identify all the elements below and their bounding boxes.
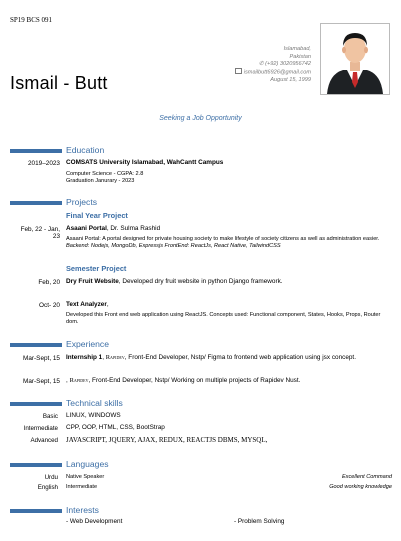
- contact-dob: August 15, 1999: [270, 76, 311, 83]
- contact-phone: (+92) 3020956742: [265, 61, 311, 68]
- fyp-title-line: [66, 225, 392, 234]
- sem-desc: , Developed dry fruit website in python Django framework.: [118, 278, 283, 285]
- fyp-supervisor: , Dr. Sulma Rashid: [106, 225, 161, 232]
- ta-comma: ,: [106, 301, 109, 308]
- skill-intermediate-value: CPP, OOP, HTML, CSS, BootStrap: [66, 424, 165, 431]
- tagline: Seeking a Job Opportunity: [159, 115, 242, 122]
- email-icon: [235, 68, 242, 74]
- education-institution: COMSATS University Islamabad, WahCantt Campus: [66, 159, 224, 166]
- education-title: Education: [66, 145, 105, 155]
- lang2-note: Good working knowledge: [329, 484, 392, 490]
- fyp-date-end: 23: [52, 233, 60, 240]
- education-degree: Computer Science - CGPA: 2.8: [66, 171, 144, 177]
- languages-bar: [10, 463, 62, 467]
- interest-problem-solving: - Problem Solving: [234, 518, 285, 525]
- sem-line: [66, 278, 392, 287]
- phone-icon: ✆: [258, 61, 264, 68]
- contact-country: Pakistan: [289, 53, 311, 60]
- exp2-company: Rapidev: [69, 377, 89, 384]
- ta-name: Text Analyzer: [66, 301, 107, 308]
- person-avatar-icon: [321, 24, 389, 94]
- fyp-date: [6, 226, 60, 240]
- experience-bar: [10, 343, 62, 347]
- contact-phone-row: [181, 61, 311, 69]
- skill-basic-label: Basic: [42, 413, 58, 420]
- interests-title: Interests: [66, 505, 99, 515]
- fyp-date-start: Feb, 22 - Jan,: [20, 226, 60, 233]
- student-id: SP19 BCS 091: [10, 16, 53, 24]
- projects-title: Projects: [66, 197, 98, 207]
- skills-title: Technical skills: [66, 398, 123, 408]
- skill-intermediate-label: Intermediate: [23, 425, 58, 432]
- exp1-date: Mar-Sept, 15: [23, 355, 60, 362]
- semester-heading: Semester Project: [66, 264, 127, 273]
- profile-photo: [320, 23, 390, 95]
- fyp-desc: Asaani Portal: A portal designed for private housing society to make lifestyle of society citizens as well as administration easier.: [66, 236, 380, 242]
- languages-title: Languages: [66, 459, 109, 469]
- lang1-level: Native Speaker: [66, 474, 105, 480]
- education-bar: [10, 149, 62, 153]
- exp1-title: Internship 1: [66, 354, 103, 361]
- sem-name: Dry Fruit Website: [66, 278, 119, 285]
- fyp-heading: Final Year Project: [66, 211, 128, 220]
- contact-email-row: [181, 69, 311, 77]
- lang2-name: English: [37, 484, 58, 491]
- ta-line: [66, 301, 392, 310]
- ta-description: Developed this Front end web application using ReactJS. Concepts used: Functional component, States, Hooks, Props, Router dom.: [66, 312, 381, 325]
- ta-date: Oct- 20: [39, 302, 60, 309]
- projects-bar: [10, 201, 62, 205]
- exp1-desc: , Front-End Developer, Nstp/ Figma to frontend web application using jsx concept.: [124, 354, 356, 361]
- contact-block: [181, 46, 311, 84]
- interest-web-development: - Web Development: [66, 518, 123, 525]
- fyp-name: Asaani Portal: [66, 225, 107, 232]
- lang1-note: Excellent Command: [341, 474, 392, 480]
- sem-date: Feb, 20: [38, 279, 60, 286]
- exp2-date: Mar-Sept, 15: [23, 378, 60, 385]
- lang1-name: Urdu: [44, 474, 58, 481]
- skill-basic-value: LINUX, WINDOWS: [66, 412, 121, 419]
- fyp-description: [66, 236, 392, 250]
- experience-title: Experience: [66, 339, 109, 349]
- education-date: 2019–2023: [28, 160, 60, 167]
- skill-advanced-label: Advanced: [30, 437, 58, 444]
- contact-city: Islamabad,: [283, 46, 311, 52]
- contact-email[interactable]: ismailbutt6926@gmail.com: [243, 69, 311, 76]
- skill-advanced-value: JAVASCRIPT, JQUERY, AJAX, REDUX, REACTJS DBMS, MYSQL,: [66, 436, 268, 444]
- exp1-line: Internship 1, Rapidev, Front-End Developer, Nstp/ Figma to frontend web application using jsx concept.: [66, 354, 356, 361]
- candidate-name: Ismail - Butt: [10, 73, 108, 93]
- exp2-desc: , Front-End Developer, Nstp/ Working on multiple projects of Rapidev Nust.: [88, 377, 301, 384]
- skills-bar: [10, 402, 62, 406]
- exp1-company: Rapidev: [105, 354, 125, 361]
- exp2-line: , Rapidev, Front-End Developer, Nstp/ Working on multiple projects of Rapidev Nust.: [66, 377, 301, 384]
- lang2-level: Intermediate: [66, 484, 98, 490]
- fyp-stack: Backend: Nodejs, MongoDb, Expressjs FrontEnd: ReactJs, React Native, TailwindCSS: [66, 243, 281, 249]
- interests-bar: [10, 509, 62, 513]
- education-graduation: Graduation Janurary - 2023: [66, 178, 135, 184]
